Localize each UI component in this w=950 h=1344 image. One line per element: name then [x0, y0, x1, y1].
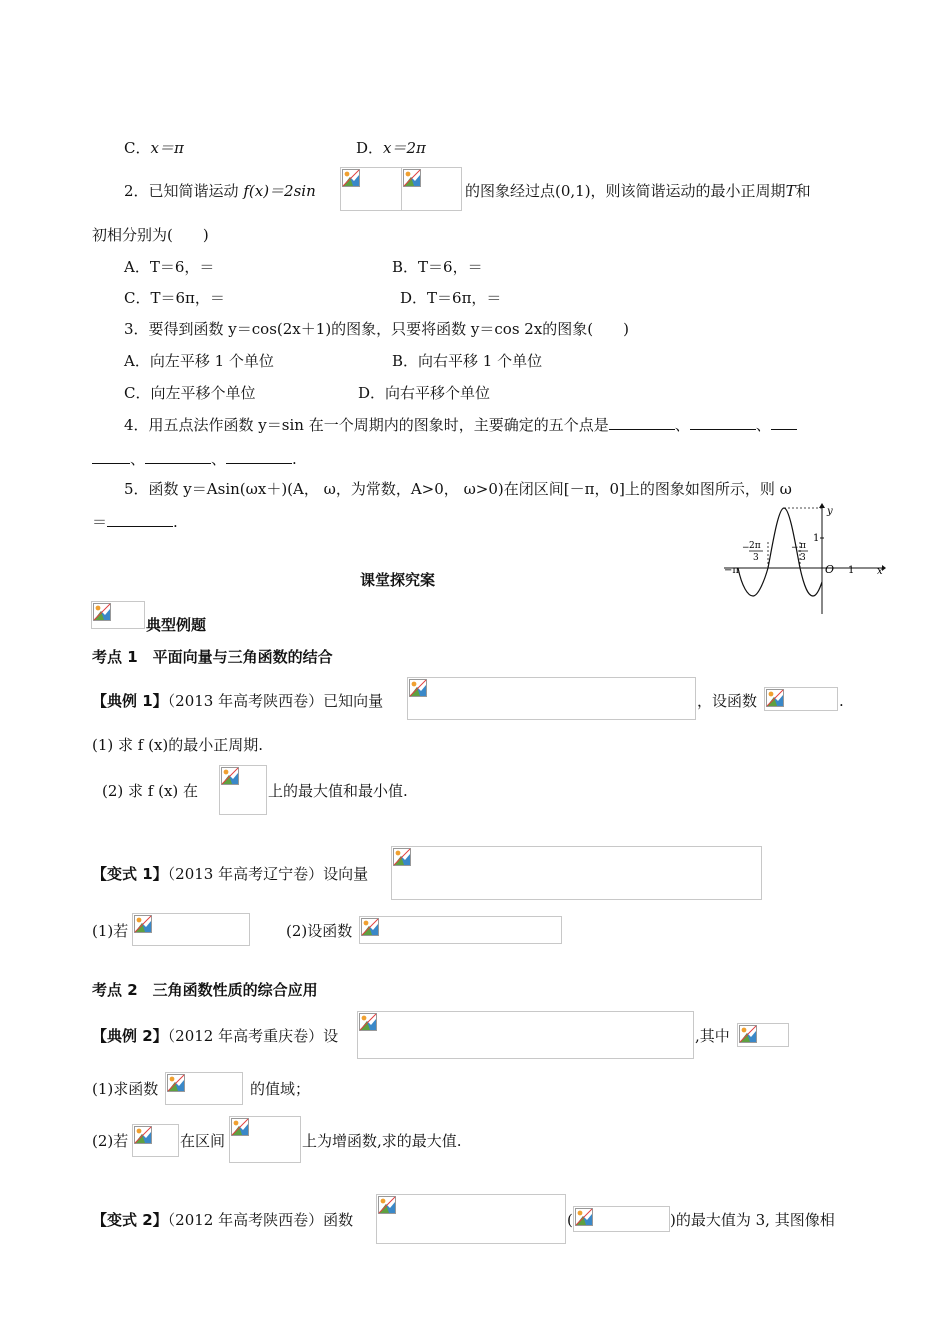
broken-image-icon [393, 848, 411, 866]
q3-option-a: A．向左平移 1 个单位 [124, 352, 274, 370]
var2-line: 【变式 2】（2012 年高考陕西卷）函数 [92, 1211, 354, 1229]
broken-image-icon [221, 767, 239, 785]
formula-image [229, 1116, 301, 1163]
y-one-label: 1 [813, 533, 820, 544]
x-one-label: 1 [848, 565, 855, 576]
two-pi-num: 2π [749, 541, 761, 551]
q4-text: 4．用五点法作函数 y＝sin 在一个周期内的图象时，主要确定的五个点是 、 、 [124, 414, 797, 436]
formula-image [401, 167, 462, 211]
ex2-mid: ,其中 [695, 1027, 730, 1045]
svg-text:−: − [791, 543, 799, 553]
ex2-part2c: 上为增函数,求的最大值. [302, 1132, 462, 1150]
q4-line2: 、 、 . [92, 448, 297, 470]
formula-image [359, 916, 562, 944]
ex1-mid: ，设函数 [697, 692, 758, 710]
formula-image [132, 913, 250, 946]
section-title: 课堂探究案 [360, 571, 436, 589]
var1-part1: (1)若 [92, 922, 129, 940]
broken-image-icon [167, 1074, 185, 1092]
formula-image [165, 1072, 243, 1105]
broken-image-icon [378, 1196, 396, 1214]
y-label: y [827, 506, 833, 517]
formula-image [391, 846, 762, 900]
ex1-end: . [839, 692, 844, 710]
ex1-line: 【典例 1】（2013 年高考陕西卷）已知向量 [92, 692, 384, 710]
broken-image-icon [403, 169, 421, 187]
q5-text: 5．函数 y＝Asin(ωx＋)(A， ω，为常数，A>0， ω>0)在闭区间[－π，0]上的图象如图所示，则 ω [124, 480, 792, 498]
q3-option-d: D．向右平移个单位 [358, 384, 491, 402]
broken-image-icon [766, 689, 784, 707]
broken-image-icon [134, 915, 152, 933]
two-pi-den: 3 [753, 553, 759, 563]
q2-text-b: 的图象经过点(0,1)，则该简谐运动的最小正周期T和 [465, 182, 811, 200]
ex2-part2a: (2)若 [92, 1132, 129, 1150]
section-icon-image [91, 601, 145, 629]
formula-image [573, 1206, 670, 1232]
broken-image-icon [134, 1126, 152, 1144]
q2-option-b: B．T＝6，＝ [392, 258, 483, 276]
q2-option-c: C．T＝6π，＝ [124, 289, 225, 307]
var2-paren: ( [567, 1211, 573, 1229]
formula-image [737, 1023, 789, 1047]
var1-part2: (2)设函数 [286, 922, 353, 940]
formula-image [376, 1194, 566, 1244]
broken-image-icon [409, 679, 427, 697]
broken-image-icon [342, 169, 360, 187]
ex2-part2b: 在区间 [180, 1132, 226, 1150]
q2-option-d: D．T＝6π，＝ [400, 289, 502, 307]
broken-image-icon [575, 1208, 593, 1226]
q2-text-d: 初相分别为( ) [92, 226, 209, 244]
broken-image-icon [93, 603, 111, 621]
ex1-part2b: 上的最大值和最小值. [268, 782, 408, 800]
x-label: x [877, 566, 883, 577]
svg-text:−: − [742, 543, 750, 553]
formula-image [357, 1011, 694, 1059]
broken-image-icon [231, 1118, 249, 1136]
ex2-line: 【典例 2】（2012 年高考重庆卷）设 [92, 1027, 339, 1045]
formula-image [764, 687, 838, 711]
var1-line: 【变式 1】（2013 年高考辽宁卷）设向量 [92, 865, 369, 883]
q5-line2: ＝ . [92, 513, 178, 531]
ex2-part1a: (1)求函数 [92, 1080, 159, 1098]
formula-image [407, 677, 696, 720]
pi-den: 3 [800, 553, 806, 563]
sine-graph [722, 502, 886, 616]
var2-end: )的最大值为 3, 其图像相 [670, 1211, 835, 1229]
y-axis-arrow [819, 503, 825, 508]
q3-option-b: B．向右平移 1 个单位 [392, 352, 543, 370]
ex2-part1b: 的值域； [250, 1080, 311, 1098]
ex1-part2a: (2) 求 f (x) 在 [102, 782, 199, 800]
topic1-title: 考点 1 平面向量与三角函数的结合 [92, 648, 333, 666]
neg-pi-label: −π [724, 565, 739, 576]
q2-option-a: A．T＝6，＝ [124, 258, 215, 276]
formula-image [132, 1124, 179, 1157]
examples-heading: 典型例题 [146, 616, 207, 634]
broken-image-icon [361, 918, 379, 936]
formula-image [219, 765, 267, 815]
q1-option-d: D．x＝2π [356, 139, 426, 157]
q3-text: 3．要得到函数 y＝cos(2x＋1)的图象，只要将函数 y＝cos 2x的图象( ) [124, 320, 630, 338]
broken-image-icon [359, 1013, 377, 1031]
broken-image-icon [739, 1025, 757, 1043]
origin-label: O [825, 563, 835, 576]
topic2-title: 考点 2 三角函数性质的综合应用 [92, 981, 318, 999]
q3-option-c: C．向左平移个单位 [124, 384, 256, 402]
q2-text-a: 2．已知简谐运动 f(x)＝2sin [124, 182, 316, 200]
formula-image [340, 167, 402, 211]
sine-curve [738, 508, 822, 596]
pi-num: π [800, 541, 806, 551]
ex1-part1: (1) 求 f (x)的最小正周期. [92, 736, 264, 754]
q1-option-c: C．x＝π [124, 139, 184, 157]
